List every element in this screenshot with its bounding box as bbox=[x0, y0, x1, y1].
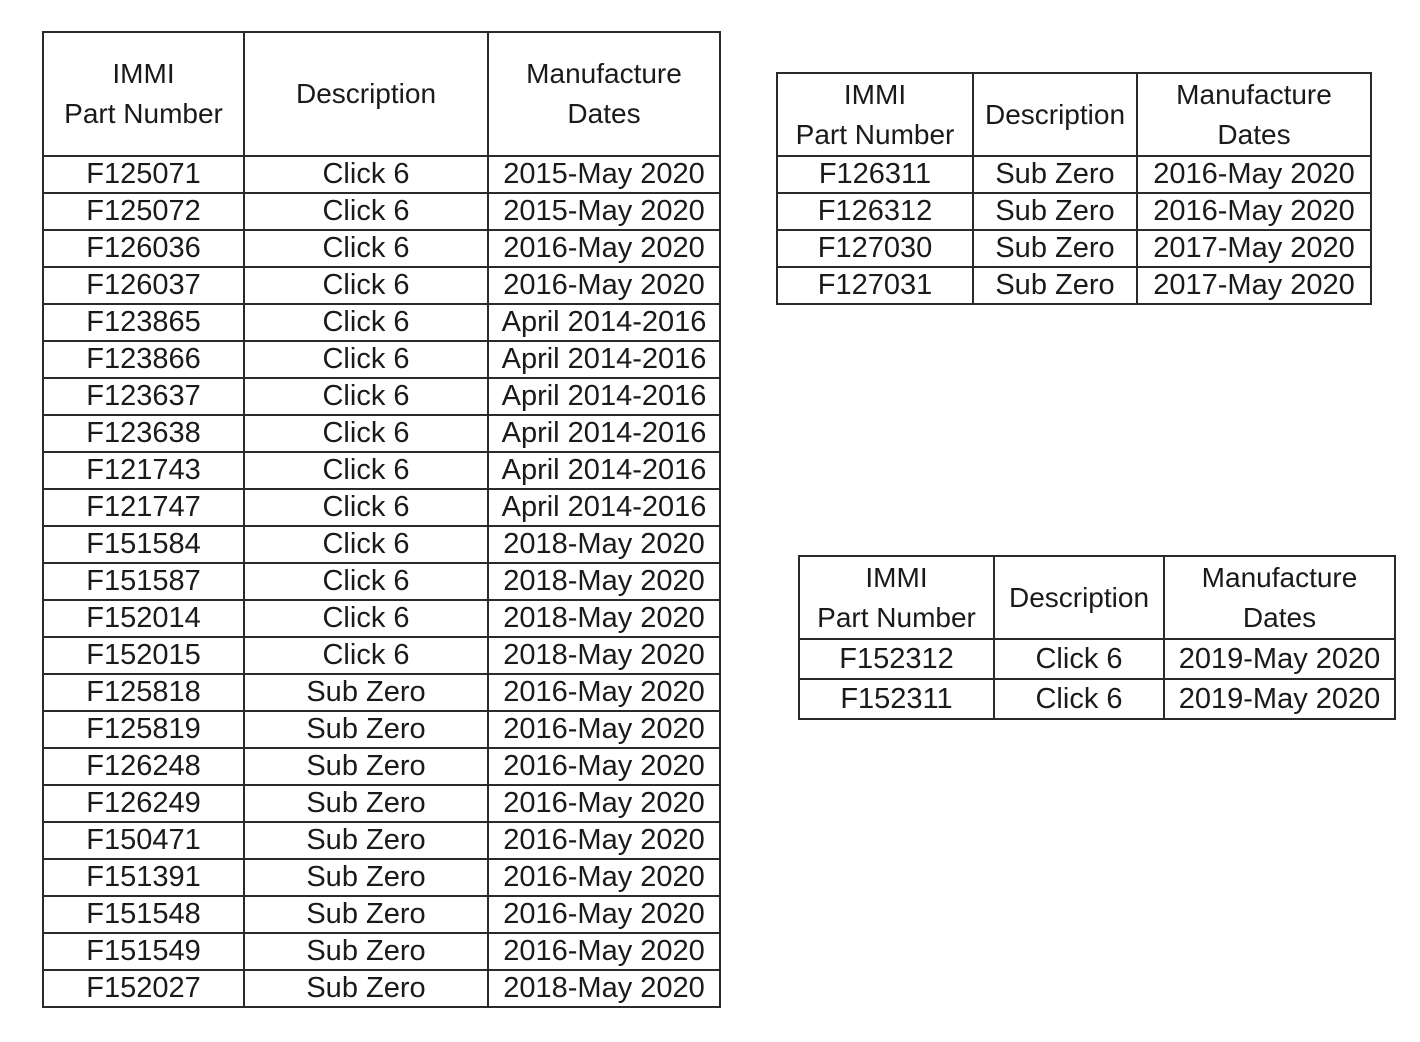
manufacture-dates-cell: 2018-May 2020 bbox=[488, 600, 720, 637]
manufacture-dates-cell: April 2014-2016 bbox=[488, 304, 720, 341]
table-row bbox=[799, 679, 1395, 719]
manufacture-dates-cell: 2016-May 2020 bbox=[1137, 193, 1371, 230]
description-cell: Click 6 bbox=[244, 600, 488, 637]
header-manufacture-dates bbox=[1164, 556, 1395, 639]
part-number-cell: F151549 bbox=[43, 933, 244, 970]
table-body bbox=[799, 639, 1395, 719]
table-row bbox=[43, 896, 720, 933]
part-number-cell: F151548 bbox=[43, 896, 244, 933]
description-cell: Click 6 bbox=[994, 679, 1164, 719]
part-number-cell: F126036 bbox=[43, 230, 244, 267]
description-cell: Click 6 bbox=[994, 639, 1164, 679]
table-row bbox=[43, 304, 720, 341]
part-number-cell: F126037 bbox=[43, 267, 244, 304]
table-row bbox=[43, 378, 720, 415]
table-row bbox=[43, 970, 720, 1007]
manufacture-dates-cell: 2015-May 2020 bbox=[488, 193, 720, 230]
header-row bbox=[777, 73, 1371, 156]
table-row bbox=[43, 674, 720, 711]
header-row bbox=[43, 32, 720, 156]
part-number-cell: F126249 bbox=[43, 785, 244, 822]
parts-table-top-right bbox=[776, 72, 1372, 305]
table-row bbox=[43, 193, 720, 230]
part-number-cell: F127031 bbox=[777, 267, 973, 304]
description-cell: Click 6 bbox=[244, 489, 488, 526]
part-number-cell: F126311 bbox=[777, 156, 973, 193]
part-number-cell: F152015 bbox=[43, 637, 244, 674]
description-cell: Sub Zero bbox=[244, 822, 488, 859]
header-description: Description bbox=[994, 556, 1164, 639]
description-cell: Sub Zero bbox=[244, 711, 488, 748]
description-cell: Click 6 bbox=[244, 415, 488, 452]
table-body bbox=[43, 156, 720, 1007]
table-row bbox=[43, 822, 720, 859]
part-number-cell: F151587 bbox=[43, 563, 244, 600]
header-dates-line2: Dates bbox=[1217, 118, 1291, 150]
parts-table-main bbox=[42, 31, 721, 1008]
table-row bbox=[777, 193, 1371, 230]
header-dates-line1: Manufacture bbox=[1201, 561, 1358, 593]
part-number-cell: F152014 bbox=[43, 600, 244, 637]
part-number-cell: F121743 bbox=[43, 452, 244, 489]
manufacture-dates-cell: 2016-May 2020 bbox=[488, 230, 720, 267]
manufacture-dates-cell: April 2014-2016 bbox=[488, 378, 720, 415]
description-cell: Sub Zero bbox=[244, 896, 488, 933]
table-row bbox=[43, 933, 720, 970]
part-number-cell: F152311 bbox=[799, 679, 994, 719]
part-number-cell: F123637 bbox=[43, 378, 244, 415]
description-cell: Click 6 bbox=[244, 304, 488, 341]
part-number-cell: F125819 bbox=[43, 711, 244, 748]
manufacture-dates-cell: 2018-May 2020 bbox=[488, 637, 720, 674]
table-row bbox=[43, 230, 720, 267]
description-cell: Click 6 bbox=[244, 563, 488, 600]
part-number-cell: F127030 bbox=[777, 230, 973, 267]
description-cell: Click 6 bbox=[244, 267, 488, 304]
header-part-line1: IMMI bbox=[843, 78, 907, 110]
table-row bbox=[799, 639, 1395, 679]
description-cell: Sub Zero bbox=[244, 674, 488, 711]
table-row bbox=[43, 452, 720, 489]
header-part-number bbox=[799, 556, 994, 639]
description-cell: Sub Zero bbox=[973, 230, 1137, 267]
description-cell: Click 6 bbox=[244, 452, 488, 489]
manufacture-dates-cell: 2019-May 2020 bbox=[1164, 679, 1395, 719]
header-dates-line2: Dates bbox=[567, 98, 641, 129]
manufacture-dates-cell: 2016-May 2020 bbox=[1137, 156, 1371, 193]
header-part-line2: Part Number bbox=[795, 118, 955, 150]
part-number-cell: F150471 bbox=[43, 822, 244, 859]
table-row bbox=[43, 267, 720, 304]
manufacture-dates-cell: 2019-May 2020 bbox=[1164, 639, 1395, 679]
header-description: Description bbox=[244, 32, 488, 156]
parts-table-bottom-right bbox=[798, 555, 1396, 720]
part-number-cell: F123865 bbox=[43, 304, 244, 341]
description-cell: Sub Zero bbox=[973, 156, 1137, 193]
description-cell: Sub Zero bbox=[244, 785, 488, 822]
manufacture-dates-cell: 2016-May 2020 bbox=[488, 785, 720, 822]
header-description: Description bbox=[973, 73, 1137, 156]
manufacture-dates-cell: 2018-May 2020 bbox=[488, 970, 720, 1007]
description-cell: Sub Zero bbox=[244, 859, 488, 896]
header-part-line1: IMMI bbox=[865, 561, 928, 593]
table-row bbox=[43, 637, 720, 674]
description-cell: Click 6 bbox=[244, 526, 488, 563]
manufacture-dates-cell: April 2014-2016 bbox=[488, 415, 720, 452]
part-number-cell: F125071 bbox=[43, 156, 244, 193]
description-cell: Sub Zero bbox=[973, 193, 1137, 230]
manufacture-dates-cell: 2017-May 2020 bbox=[1137, 267, 1371, 304]
header-part-line2: Part Number bbox=[817, 601, 976, 633]
part-number-cell: F126312 bbox=[777, 193, 973, 230]
table-row bbox=[43, 600, 720, 637]
manufacture-dates-cell: 2016-May 2020 bbox=[488, 933, 720, 970]
part-number-cell: F125072 bbox=[43, 193, 244, 230]
part-number-cell: F123866 bbox=[43, 341, 244, 378]
header-dates-line1: Manufacture bbox=[1176, 78, 1332, 110]
part-number-cell: F123638 bbox=[43, 415, 244, 452]
manufacture-dates-cell: 2016-May 2020 bbox=[488, 859, 720, 896]
table-row bbox=[43, 341, 720, 378]
manufacture-dates-cell: 2016-May 2020 bbox=[488, 711, 720, 748]
table-row bbox=[777, 230, 1371, 267]
manufacture-dates-cell: April 2014-2016 bbox=[488, 341, 720, 378]
description-cell: Click 6 bbox=[244, 637, 488, 674]
table-row bbox=[43, 489, 720, 526]
manufacture-dates-cell: April 2014-2016 bbox=[488, 489, 720, 526]
description-cell: Click 6 bbox=[244, 341, 488, 378]
manufacture-dates-cell: 2018-May 2020 bbox=[488, 563, 720, 600]
header-manufacture-dates bbox=[488, 32, 720, 156]
manufacture-dates-cell: 2015-May 2020 bbox=[488, 156, 720, 193]
table-row bbox=[43, 415, 720, 452]
table-row bbox=[43, 563, 720, 600]
manufacture-dates-cell: 2018-May 2020 bbox=[488, 526, 720, 563]
table-body bbox=[777, 156, 1371, 304]
description-cell: Click 6 bbox=[244, 156, 488, 193]
description-cell: Sub Zero bbox=[244, 970, 488, 1007]
header-manufacture-dates bbox=[1137, 73, 1371, 156]
description-cell: Sub Zero bbox=[244, 748, 488, 785]
table-row bbox=[43, 711, 720, 748]
part-number-cell: F152312 bbox=[799, 639, 994, 679]
table-row bbox=[43, 785, 720, 822]
header-part-number bbox=[777, 73, 973, 156]
header-part-line2: Part Number bbox=[64, 98, 223, 129]
header-row bbox=[799, 556, 1395, 639]
part-number-cell: F151391 bbox=[43, 859, 244, 896]
description-cell: Sub Zero bbox=[244, 933, 488, 970]
table-row bbox=[43, 156, 720, 193]
part-number-cell: F125818 bbox=[43, 674, 244, 711]
header-part-line1: IMMI bbox=[112, 58, 175, 89]
manufacture-dates-cell: 2016-May 2020 bbox=[488, 822, 720, 859]
manufacture-dates-cell: 2016-May 2020 bbox=[488, 267, 720, 304]
part-number-cell: F121747 bbox=[43, 489, 244, 526]
header-part-number bbox=[43, 32, 244, 156]
manufacture-dates-cell: 2016-May 2020 bbox=[488, 748, 720, 785]
description-cell: Click 6 bbox=[244, 230, 488, 267]
description-cell: Click 6 bbox=[244, 193, 488, 230]
manufacture-dates-cell: 2016-May 2020 bbox=[488, 674, 720, 711]
description-cell: Sub Zero bbox=[973, 267, 1137, 304]
header-dates-line1: Manufacture bbox=[526, 58, 682, 89]
table-row bbox=[777, 267, 1371, 304]
table-row bbox=[43, 748, 720, 785]
manufacture-dates-cell: 2017-May 2020 bbox=[1137, 230, 1371, 267]
manufacture-dates-cell: April 2014-2016 bbox=[488, 452, 720, 489]
table-row bbox=[777, 156, 1371, 193]
part-number-cell: F126248 bbox=[43, 748, 244, 785]
manufacture-dates-cell: 2016-May 2020 bbox=[488, 896, 720, 933]
description-cell: Click 6 bbox=[244, 378, 488, 415]
header-dates-line2: Dates bbox=[1242, 601, 1317, 633]
table-row bbox=[43, 526, 720, 563]
part-number-cell: F151584 bbox=[43, 526, 244, 563]
part-number-cell: F152027 bbox=[43, 970, 244, 1007]
table-row bbox=[43, 859, 720, 896]
